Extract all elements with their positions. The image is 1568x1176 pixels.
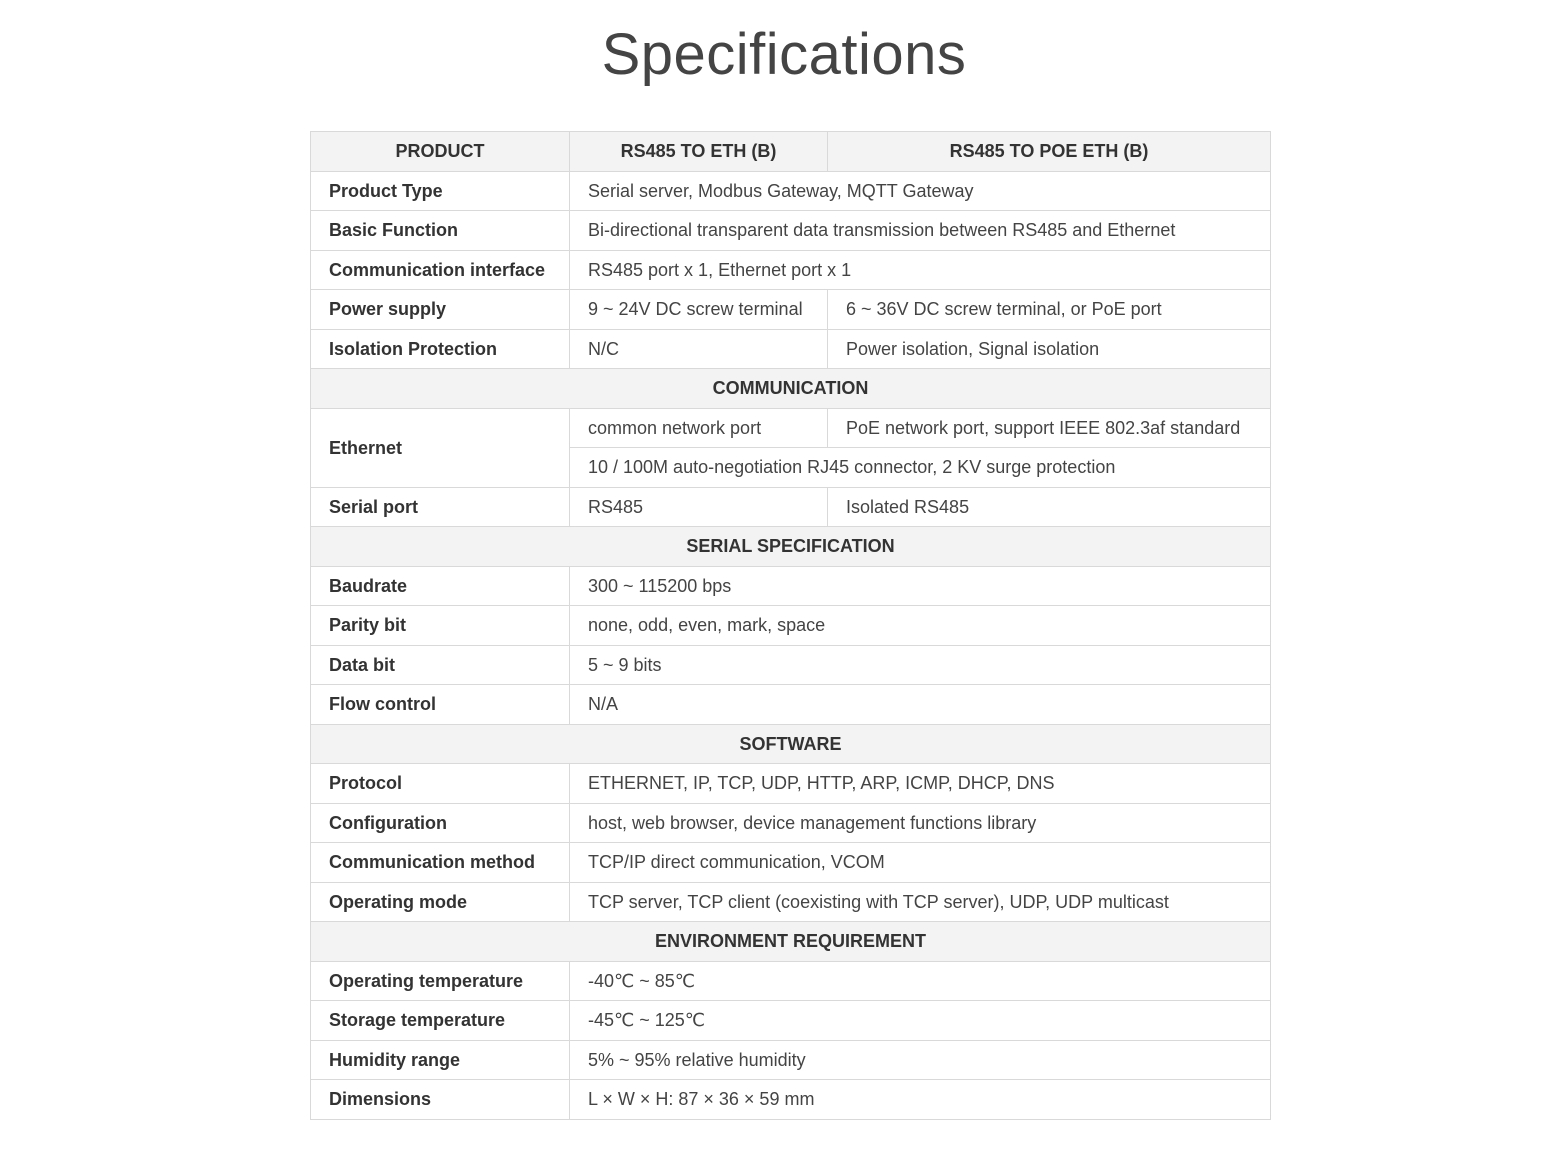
row-value-eth: RS485	[570, 487, 828, 527]
page-title: Specifications	[601, 22, 967, 87]
table-row	[311, 408, 1271, 448]
row-label: Communication interface	[311, 250, 570, 290]
header-product: PRODUCT	[311, 132, 570, 172]
row-label: Operating mode	[311, 882, 570, 922]
table-row	[311, 843, 1271, 883]
row-label: Protocol	[311, 764, 570, 804]
table-row	[311, 764, 1271, 804]
row-label: Basic Function	[311, 211, 570, 251]
row-value: TCP/IP direct communication, VCOM	[570, 843, 1271, 883]
row-value-poe-eth: PoE network port, support IEEE 802.3af standard	[828, 408, 1271, 448]
table-row	[311, 566, 1271, 606]
table-row	[311, 171, 1271, 211]
row-label: Configuration	[311, 803, 570, 843]
row-value: 5 ~ 9 bits	[570, 645, 1271, 685]
row-value: host, web browser, device management functions library	[570, 803, 1271, 843]
row-value-poe-eth: 6 ~ 36V DC screw terminal, or PoE port	[828, 290, 1271, 330]
row-label: Operating temperature	[311, 961, 570, 1001]
row-label: Data bit	[311, 645, 570, 685]
section-header-environment-requirement	[311, 922, 1271, 962]
section-header-communication	[311, 369, 1271, 409]
row-value-poe-eth: Power isolation, Signal isolation	[828, 329, 1271, 369]
section-header-software	[311, 724, 1271, 764]
table-row	[311, 290, 1271, 330]
row-value: ETHERNET, IP, TCP, UDP, HTTP, ARP, ICMP, DHCP, DNS	[570, 764, 1271, 804]
table-header-row	[311, 132, 1271, 172]
table-row	[311, 961, 1271, 1001]
row-label: Product Type	[311, 171, 570, 211]
row-label: Isolation Protection	[311, 329, 570, 369]
row-value: N/A	[570, 685, 1271, 725]
row-label: Storage temperature	[311, 1001, 570, 1041]
table-row	[311, 329, 1271, 369]
table-row	[311, 487, 1271, 527]
table-row	[311, 1040, 1271, 1080]
header-rs485-to-eth: RS485 TO ETH (B)	[570, 132, 828, 172]
row-label: Parity bit	[311, 606, 570, 646]
row-value-eth: common network port	[570, 408, 828, 448]
row-value: 300 ~ 115200 bps	[570, 566, 1271, 606]
row-label: Communication method	[311, 843, 570, 883]
section-title: ENVIRONMENT REQUIREMENT	[311, 922, 1271, 962]
row-value-eth: 9 ~ 24V DC screw terminal	[570, 290, 828, 330]
table-row	[311, 1001, 1271, 1041]
table-row	[311, 1080, 1271, 1120]
row-value: 5% ~ 95% relative humidity	[570, 1040, 1271, 1080]
row-value: RS485 port x 1, Ethernet port x 1	[570, 250, 1271, 290]
row-label: Humidity range	[311, 1040, 570, 1080]
section-title: SOFTWARE	[311, 724, 1271, 764]
table-row	[311, 211, 1271, 251]
row-value: Serial server, Modbus Gateway, MQTT Gateway	[570, 171, 1271, 211]
row-label: Baudrate	[311, 566, 570, 606]
table-row	[311, 606, 1271, 646]
row-value: Bi-directional transparent data transmission between RS485 and Ethernet	[570, 211, 1271, 251]
table-row	[311, 803, 1271, 843]
row-value-eth: N/C	[570, 329, 828, 369]
table-row	[311, 250, 1271, 290]
row-label: Flow control	[311, 685, 570, 725]
table-row	[311, 685, 1271, 725]
section-title: SERIAL SPECIFICATION	[311, 527, 1271, 567]
row-label: Serial port	[311, 487, 570, 527]
row-value: TCP server, TCP client (coexisting with TCP server), UDP, UDP multicast	[570, 882, 1271, 922]
row-label: Dimensions	[311, 1080, 570, 1120]
row-value: L × W × H: 87 × 36 × 59 mm	[570, 1080, 1271, 1120]
row-label: Power supply	[311, 290, 570, 330]
row-value: -45℃ ~ 125℃	[570, 1001, 1271, 1041]
header-rs485-to-poe-eth: RS485 TO POE ETH (B)	[828, 132, 1271, 172]
row-value: -40℃ ~ 85℃	[570, 961, 1271, 1001]
row-value: none, odd, even, mark, space	[570, 606, 1271, 646]
row-value: 10 / 100M auto-negotiation RJ45 connector, 2 KV surge protection	[570, 448, 1271, 488]
table-row	[311, 645, 1271, 685]
section-header-serial-specification	[311, 527, 1271, 567]
row-value-poe-eth: Isolated RS485	[828, 487, 1271, 527]
row-label: Ethernet	[311, 408, 570, 487]
specifications-table	[310, 131, 1271, 1120]
section-title: COMMUNICATION	[311, 369, 1271, 409]
table-row	[311, 882, 1271, 922]
